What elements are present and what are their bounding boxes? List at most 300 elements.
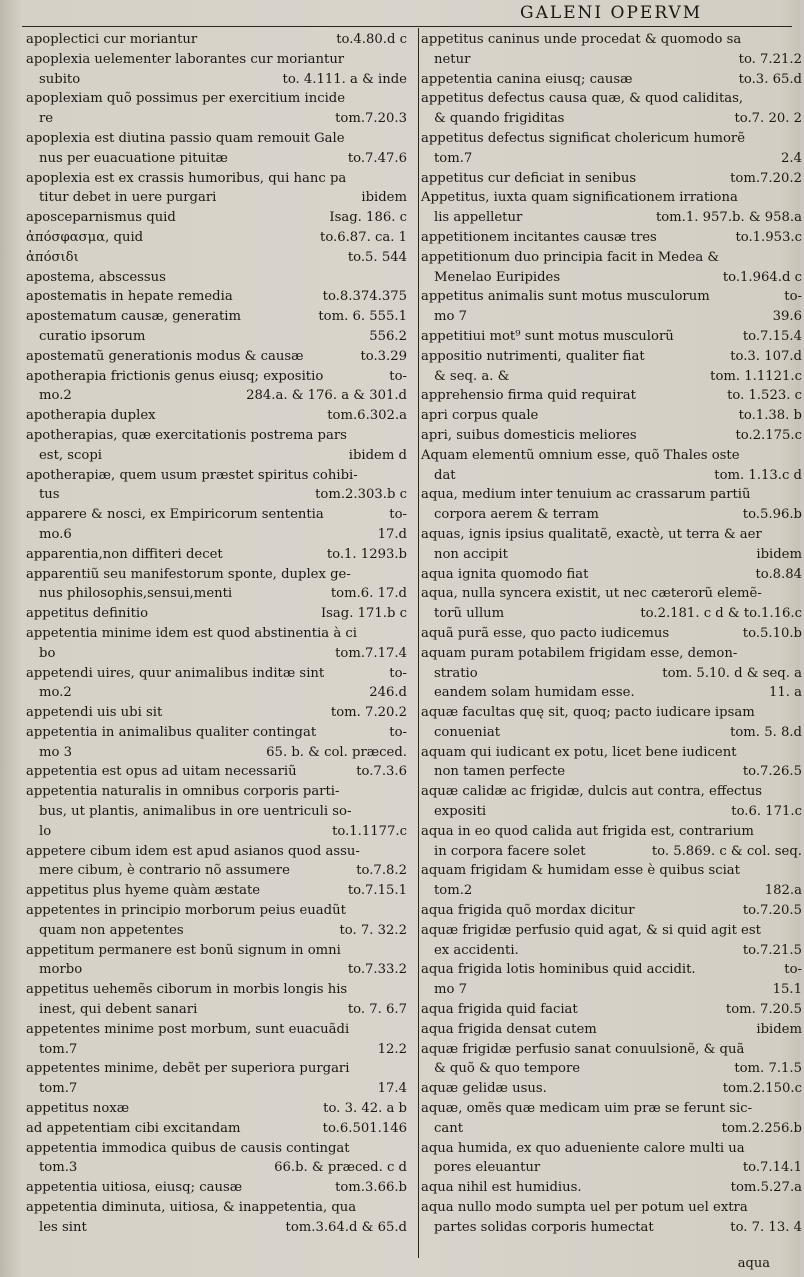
index-entry-text: appositio nutrimenti, qualiter fiat xyxy=(421,348,645,364)
index-entry-text: appetitionum duo principia facit in Medea & xyxy=(421,249,720,265)
header-rule xyxy=(22,26,792,27)
index-entry-text: appetentes in principio morborum peius euadũt xyxy=(26,903,346,919)
index-entry-text: appetendi uires, quur animalibus inditæ sint xyxy=(26,665,325,681)
index-line xyxy=(26,881,409,901)
index-entry-reference: 15.1 xyxy=(772,982,802,998)
index-entry-text: aqua, medium inter tenuium ac crassarum partiũ xyxy=(421,487,751,503)
index-entry-reference: tom.1. 957.b. & 958.a xyxy=(655,210,802,226)
index-entry-reference: 12.2 xyxy=(377,1041,407,1057)
index-entry-reference: to.1.953.c xyxy=(735,229,802,245)
index-entry-text: aqua nihil est humidius. xyxy=(421,1180,582,1196)
index-entry-text: corpora aerem & terram xyxy=(434,507,599,523)
index-entry-text: titur debet in uere purgari xyxy=(39,190,217,206)
index-line xyxy=(421,842,804,862)
index-line xyxy=(421,1020,804,1040)
index-entry-text: expositi xyxy=(434,804,487,820)
index-entry-text: apparentiũ seu manifestorum sponte, duplex ge- xyxy=(26,566,351,582)
index-line xyxy=(421,683,804,703)
index-line xyxy=(421,881,804,901)
index-entry-reference: tom.6. 17.d xyxy=(330,586,407,602)
index-line xyxy=(26,525,409,545)
index-line xyxy=(26,1040,409,1060)
index-entry-text: apoplexia uelementer laborantes cur moriantur xyxy=(26,51,345,67)
index-entry-text: appetentia uitiosa, eiusq; causæ xyxy=(26,1180,243,1196)
index-line xyxy=(421,446,804,466)
index-line xyxy=(26,921,409,941)
index-entry-text: pores eleuantur xyxy=(434,1160,541,1176)
index-entry-reference: tom. 7.1.5 xyxy=(734,1061,802,1077)
index-entry-text: appetitus definitio xyxy=(26,606,149,622)
index-line xyxy=(26,1158,409,1178)
index-entry-text: aqua humida, ex quo adueniente calore multi ua xyxy=(421,1140,745,1156)
index-entry-text: appetentia minime idem est quod abstinentia à ci xyxy=(26,625,357,641)
index-line xyxy=(26,842,409,862)
index-entry-text: aqua nullo modo sumpta uel per potum uel extra xyxy=(421,1200,748,1216)
index-entry-text: tus xyxy=(39,487,60,503)
index-line xyxy=(421,129,804,149)
index-entry-text: mo 7 xyxy=(434,309,468,325)
index-entry-text: mere cibum, è contrario nõ assumere xyxy=(39,863,290,879)
index-line xyxy=(26,30,409,50)
index-entry-reference: 246.d xyxy=(369,685,407,701)
index-line xyxy=(421,188,804,208)
index-entry-text: aquæ frigidæ perfusio sanat conuulsionẽ, & quã xyxy=(421,1041,745,1057)
index-entry-text: mo 7 xyxy=(434,982,468,998)
index-line xyxy=(26,1000,409,1020)
index-entry-text: Menelao Euripides xyxy=(434,269,561,285)
index-entry-text: apparentia,non diffiteri decet xyxy=(26,546,223,562)
index-line xyxy=(421,1040,804,1060)
index-entry-text: curatio ipsorum xyxy=(39,328,146,344)
index-line xyxy=(421,386,804,406)
index-line xyxy=(421,624,804,644)
index-entry-reference: 17.4 xyxy=(377,1081,407,1097)
index-entry-text: appetendi uis ubi sit xyxy=(26,705,163,721)
index-line xyxy=(26,188,409,208)
index-line xyxy=(26,446,409,466)
index-line xyxy=(26,802,409,822)
index-line xyxy=(26,109,409,129)
index-entry-reference: to.4.80.d c xyxy=(336,32,407,47)
index-line xyxy=(421,703,804,723)
index-entry-reference: to.1.38. b xyxy=(738,408,802,424)
index-entry-text: apostema, abscessus xyxy=(26,269,166,285)
index-entry-reference: to.7.3.6 xyxy=(356,764,407,780)
index-line xyxy=(26,485,409,505)
index-entry-reference: ibidem xyxy=(756,546,802,562)
index-entry-reference: tom.7.17.4 xyxy=(335,645,407,661)
index-entry-reference: tom.5.27.a xyxy=(730,1180,802,1196)
index-entry-text: eandem solam humidam esse. xyxy=(434,685,635,701)
index-entry-reference: to.7.47.6 xyxy=(347,150,407,166)
index-entry-reference: ibidem xyxy=(756,1021,802,1037)
index-entry-text: & quando frigiditas xyxy=(434,111,565,127)
index-entry-text: Appetitus, iuxta quam significationem irrationa xyxy=(421,190,738,206)
index-line xyxy=(26,466,409,486)
index-line xyxy=(26,723,409,743)
index-entry-text: appetentes minime post morbum, sunt euacuãdi xyxy=(26,1021,350,1037)
index-line xyxy=(26,565,409,585)
index-entry-text: appetitus cur deficiat in senibus xyxy=(421,170,637,186)
running-header xyxy=(0,2,800,26)
index-line xyxy=(26,406,409,426)
index-entry-text: bo xyxy=(39,645,56,661)
index-line xyxy=(421,367,804,387)
index-line xyxy=(26,367,409,387)
index-entry-text: appetitus plus hyeme quàm æstate xyxy=(26,883,261,899)
catchword: aqua xyxy=(737,1256,770,1271)
index-entry-reference: to.3. 107.d xyxy=(730,348,802,364)
index-line xyxy=(26,604,409,624)
index-entry-reference: to.5.96.b xyxy=(742,507,802,523)
index-entry-text: re xyxy=(39,111,54,127)
index-line xyxy=(26,89,409,109)
index-line xyxy=(421,644,804,664)
index-line xyxy=(421,980,804,1000)
index-line xyxy=(421,901,804,921)
index-line xyxy=(26,1198,409,1218)
index-entry-text: nus per euacuatione pituitæ xyxy=(39,150,228,166)
index-line xyxy=(26,782,409,802)
index-entry-text: mo.2 xyxy=(39,388,72,404)
index-entry-text: aquas, ignis ipsius qualitatẽ, exactè, ut terra & aer xyxy=(421,526,762,542)
index-entry-text: partes solidas corporis humectat xyxy=(434,1219,654,1235)
index-line xyxy=(421,565,804,585)
index-entry-text: appetitus animalis sunt motus musculorum xyxy=(421,289,710,305)
index-entry-text: aquæ gelidæ usus. xyxy=(421,1081,547,1097)
index-line xyxy=(26,228,409,248)
index-entry-text: apotherapia duplex xyxy=(26,408,156,424)
index-entry-text: appetentia immodica quibus de causis contingat xyxy=(26,1140,350,1156)
index-entry-reference: tom.2.256.b xyxy=(721,1120,802,1136)
index-line xyxy=(26,1099,409,1119)
index-entry-text: netur xyxy=(434,51,471,67)
index-entry-text: apotherapiæ, quem usum præstet spiritus cohibi- xyxy=(26,467,358,483)
index-entry-text: apprehensio firma quid requirat xyxy=(421,388,636,404)
index-entry-reference: 2.4 xyxy=(781,150,802,166)
index-entry-text: appetentia canina eiusq; causæ xyxy=(421,71,633,87)
index-entry-text: mo.2 xyxy=(39,685,72,701)
index-line xyxy=(26,1020,409,1040)
index-entry-text: nus philosophis,sensui,menti xyxy=(39,586,233,602)
index-entry-reference: to.7.15.1 xyxy=(347,883,407,899)
index-line xyxy=(26,505,409,525)
index-line xyxy=(421,466,804,486)
index-entry-reference: ibidem d xyxy=(348,447,407,463)
index-entry-text: appetere cibum idem est apud asianos quod assu- xyxy=(26,843,360,859)
index-line xyxy=(26,1139,409,1159)
index-line xyxy=(26,960,409,980)
index-entry-text: apoplexia est ex crassis humoribus, qui hanc pa xyxy=(26,170,347,186)
index-entry-reference: tom. 7.20.2 xyxy=(330,705,407,721)
index-entry-text: appetitiui mot⁹ sunt motus musculorũ xyxy=(421,328,674,344)
index-entry-text: apostematum causæ, generatim xyxy=(26,309,241,325)
index-entry-reference: tom.3.64.d & 65.d xyxy=(285,1219,407,1235)
index-entry-reference: Isag. 171.b c xyxy=(320,606,407,622)
index-line xyxy=(421,604,804,624)
index-entry-text: apri corpus quale xyxy=(421,408,539,424)
index-entry-text: aqua frigida quid faciat xyxy=(421,1002,578,1018)
index-entry-reference: 284.a. & 176. a & 301.d xyxy=(246,388,407,404)
index-line xyxy=(26,664,409,684)
index-entry-text: appetitum permanere est bonũ signum in omni xyxy=(26,942,341,958)
index-line xyxy=(421,1000,804,1020)
index-entry-text: aqua in eo quod calida aut frigida est, contrarium xyxy=(421,823,754,839)
index-entry-text: aqua ignita quomodo fiat xyxy=(421,566,589,582)
index-entry-reference: to.3. 65.d xyxy=(738,71,802,87)
index-entry-text: apparere & nosci, ex Empiricorum sententia xyxy=(26,507,324,523)
index-entry-reference: 65. b. & col. præced. xyxy=(266,744,407,760)
index-line xyxy=(421,743,804,763)
index-line xyxy=(421,525,804,545)
index-entry-reference: to.6. 171.c xyxy=(731,804,802,820)
index-line xyxy=(26,901,409,921)
index-line xyxy=(421,664,804,684)
index-entry-text: inest, qui debent sanari xyxy=(39,1002,198,1018)
index-line xyxy=(26,1218,409,1238)
index-entry-reference: to- xyxy=(389,507,407,523)
index-line xyxy=(421,1198,804,1218)
index-line xyxy=(421,149,804,169)
index-entry-reference: tom.2.150.c xyxy=(722,1081,802,1097)
index-line xyxy=(421,327,804,347)
index-line xyxy=(26,1079,409,1099)
index-line xyxy=(421,782,804,802)
index-line xyxy=(421,426,804,446)
index-entry-reference: tom.6.302.a xyxy=(327,408,407,424)
index-entry-text: est, scopi xyxy=(39,447,103,463)
index-line xyxy=(26,327,409,347)
index-entry-reference: 182.a xyxy=(764,883,802,899)
index-line xyxy=(421,723,804,743)
index-entry-reference: tom.7.20.3 xyxy=(335,111,407,127)
index-entry-reference: to.7.14.1 xyxy=(742,1160,802,1176)
index-line xyxy=(421,545,804,565)
index-line xyxy=(26,268,409,288)
index-entry-text: torũ ullum xyxy=(434,606,505,622)
index-line xyxy=(421,1139,804,1159)
index-line xyxy=(421,228,804,248)
index-entry-reference: tom. 7.20.5 xyxy=(725,1002,802,1018)
index-entry-text: aquæ frigidæ perfusio quid agat, & si quid agit est xyxy=(421,922,761,938)
index-entry-reference: to.7.21.5 xyxy=(742,942,802,958)
index-entry-text: aquæ, omẽs quæ medicam uim præ se ferunt sic- xyxy=(421,1101,753,1117)
index-line xyxy=(26,703,409,723)
index-line xyxy=(26,307,409,327)
index-entry-reference: tom. 5.10. d & seq. a xyxy=(662,665,802,681)
index-line xyxy=(26,545,409,565)
index-entry-reference: to.6.501.146 xyxy=(322,1120,407,1136)
index-line xyxy=(421,1119,804,1139)
index-line xyxy=(421,287,804,307)
index-line xyxy=(26,584,409,604)
index-line xyxy=(26,624,409,644)
index-line xyxy=(26,169,409,189)
index-entry-reference: to.1.1177.c xyxy=(332,823,407,839)
index-entry-reference: tom. 5. 8.d xyxy=(730,724,802,740)
index-entry-text: aquæ calidæ ac frigidæ, dulcis aut contra, effectus xyxy=(421,784,762,800)
index-entry-reference: to.2.181. c d & to.1.16.c xyxy=(640,606,802,622)
index-entry-text: dat xyxy=(434,467,456,483)
index-entry-reference: to. 5.869. c & col. seq. xyxy=(651,843,802,859)
index-entry-text: aquã purã esse, quo pacto iudicemus xyxy=(421,625,670,641)
right-column xyxy=(421,30,804,1238)
index-line xyxy=(421,307,804,327)
index-entry-text: conueniat xyxy=(434,724,500,740)
index-line xyxy=(421,1059,804,1079)
index-entry-reference: to- xyxy=(784,962,802,978)
index-entry-text: quam non appetentes xyxy=(39,922,184,938)
index-entry-text: aqua frigida densat cutem xyxy=(421,1021,597,1037)
index-entry-reference: to. 3. 42. a b xyxy=(323,1101,407,1117)
index-entry-reference: tom.2.303.b c xyxy=(315,487,407,503)
index-entry-text: tom.7 xyxy=(39,1081,78,1097)
index-entry-text: tom.7 xyxy=(434,150,473,166)
index-entry-text: ad appetentiam cibi excitandam xyxy=(26,1120,241,1136)
index-entry-reference: to.8.374.375 xyxy=(322,289,407,305)
index-line xyxy=(26,1059,409,1079)
index-line xyxy=(26,743,409,763)
index-entry-reference: to.3.29 xyxy=(360,348,407,364)
index-entry-text: stratio xyxy=(434,665,478,681)
index-entry-text: aquam puram potabilem frigidam esse, demon- xyxy=(421,645,738,661)
index-entry-reference: to.7.8.2 xyxy=(356,863,407,879)
index-entry-reference: to.5.10.b xyxy=(742,625,802,641)
index-entry-text: aquam frigidam & humidam esse è quibus sciat xyxy=(421,863,740,879)
index-entry-text: subito xyxy=(39,71,81,87)
index-entry-reference: to.6.87. ca. 1 xyxy=(320,229,407,245)
index-line xyxy=(421,208,804,228)
index-entry-reference: tom.7.20.2 xyxy=(730,170,802,186)
index-entry-reference: 66.b. & præced. c d xyxy=(274,1160,407,1176)
index-entry-reference: 39.6 xyxy=(772,309,802,325)
index-entry-text: tom.7 xyxy=(39,1041,78,1057)
index-entry-text: appetitus uehemẽs ciborum in morbis longis his xyxy=(26,982,348,998)
index-entry-reference: to. 7. 6.7 xyxy=(347,1002,407,1018)
index-entry-text: appetitionem incitantes causæ tres xyxy=(421,229,657,245)
index-entry-text: lis appelletur xyxy=(434,210,523,226)
index-line xyxy=(421,960,804,980)
index-entry-reference: 17.d xyxy=(377,526,407,542)
index-entry-text: ex accidenti. xyxy=(434,942,519,958)
index-entry-text: & quõ & quo tempore xyxy=(434,1061,581,1077)
index-entry-text: bus, ut plantis, animalibus in ore uentriculi so- xyxy=(39,804,352,820)
index-entry-text: apostematis in hepate remedia xyxy=(26,289,233,305)
index-entry-reference: to- xyxy=(784,289,802,305)
index-entry-reference: to.1. 1293.b xyxy=(326,546,407,562)
index-entry-text: apoplectici cur moriantur xyxy=(26,32,198,47)
index-entry-text: non accipit xyxy=(434,546,508,562)
index-entry-text: appetitus defectus significat cholericum humorẽ xyxy=(421,130,746,146)
index-line xyxy=(26,50,409,70)
index-line xyxy=(26,149,409,169)
index-entry-text: appetentes minime, debẽt per superiora purgari xyxy=(26,1061,350,1077)
index-line xyxy=(26,644,409,664)
index-entry-text: cant xyxy=(434,1120,464,1136)
index-line xyxy=(26,386,409,406)
index-entry-text: les sint xyxy=(39,1219,87,1235)
index-entry-text: appetitus defectus causa quæ, & quod caliditas, xyxy=(421,91,744,107)
index-line xyxy=(26,822,409,842)
index-line xyxy=(421,169,804,189)
index-entry-text: appetitus caninus unde procedat & quomodo sa xyxy=(421,32,742,47)
index-line xyxy=(26,941,409,961)
index-line xyxy=(421,89,804,109)
index-line xyxy=(421,1158,804,1178)
index-entry-reference: 11. a xyxy=(768,685,802,701)
left-column xyxy=(26,30,409,1238)
index-line xyxy=(421,584,804,604)
index-line xyxy=(421,1079,804,1099)
index-entry-text: tom.2 xyxy=(434,883,473,899)
index-entry-text: appetentia naturalis in omnibus corporis parti- xyxy=(26,784,340,800)
index-entry-text: & seq. a. & xyxy=(434,368,510,384)
index-line xyxy=(421,347,804,367)
index-entry-text: aquæ facultas quę sit, quoq; pacto iudicare ipsam xyxy=(421,705,755,721)
index-line xyxy=(421,802,804,822)
index-line xyxy=(421,248,804,268)
index-line xyxy=(421,505,804,525)
index-entry-text: apoplexiam quõ possimus per exercitium incide xyxy=(26,91,346,107)
index-line xyxy=(26,762,409,782)
index-entry-text: apoplexia est diutina passio quam remouit Gale xyxy=(26,130,345,146)
index-line xyxy=(421,109,804,129)
index-entry-reference: to.7.33.2 xyxy=(347,962,407,978)
index-line xyxy=(26,1119,409,1139)
index-entry-reference: ibidem xyxy=(361,190,407,206)
index-entry-reference: tom.3.66.b xyxy=(335,1180,407,1196)
index-line xyxy=(421,50,804,70)
index-entry-reference: tom. 6. 555.1 xyxy=(318,309,407,325)
index-line xyxy=(26,129,409,149)
index-line xyxy=(421,70,804,90)
index-entry-reference: to- xyxy=(389,724,407,740)
index-line xyxy=(421,861,804,881)
index-line xyxy=(421,30,804,50)
index-entry-reference: to- xyxy=(389,368,407,384)
index-entry-reference: to. 4.111. a & inde xyxy=(282,71,407,87)
index-entry-text: non tamen perfecte xyxy=(434,764,565,780)
column-divider xyxy=(418,28,419,1258)
index-entry-reference: tom. 1.13.c d xyxy=(714,467,802,483)
index-line xyxy=(26,1178,409,1198)
index-line xyxy=(421,822,804,842)
index-entry-text: mo.6 xyxy=(39,526,72,542)
index-entry-text: ἀπόσιδι xyxy=(26,249,79,265)
index-entry-text: apotherapia frictionis genus eiusq; expositio xyxy=(26,368,324,384)
index-entry-reference: to.2.175.c xyxy=(735,427,802,443)
index-line xyxy=(421,406,804,426)
index-entry-text: tom.3 xyxy=(39,1160,78,1176)
index-entry-reference: 556.2 xyxy=(369,328,407,344)
index-entry-text: Aquam elementũ omnium esse, quõ Thales oste xyxy=(421,447,740,463)
index-entry-reference: to- xyxy=(389,665,407,681)
index-entry-text: appetentia in animalibus qualiter contingat xyxy=(26,724,317,740)
index-line xyxy=(421,1178,804,1198)
index-entry-text: ἀπόσφασμα, quid xyxy=(26,229,144,245)
index-entry-text: mo 3 xyxy=(39,744,73,760)
index-entry-text: lo xyxy=(39,823,52,839)
index-entry-reference: to.7.20.5 xyxy=(742,903,802,919)
index-line xyxy=(421,1218,804,1238)
index-line xyxy=(421,941,804,961)
index-entry-text: apostematũ generationis modus & causæ xyxy=(26,348,304,364)
index-entry-reference: to.7.15.4 xyxy=(742,328,802,344)
index-line xyxy=(26,426,409,446)
index-line xyxy=(26,683,409,703)
index-line xyxy=(421,921,804,941)
index-entry-text: appetitus noxæ xyxy=(26,1101,130,1117)
